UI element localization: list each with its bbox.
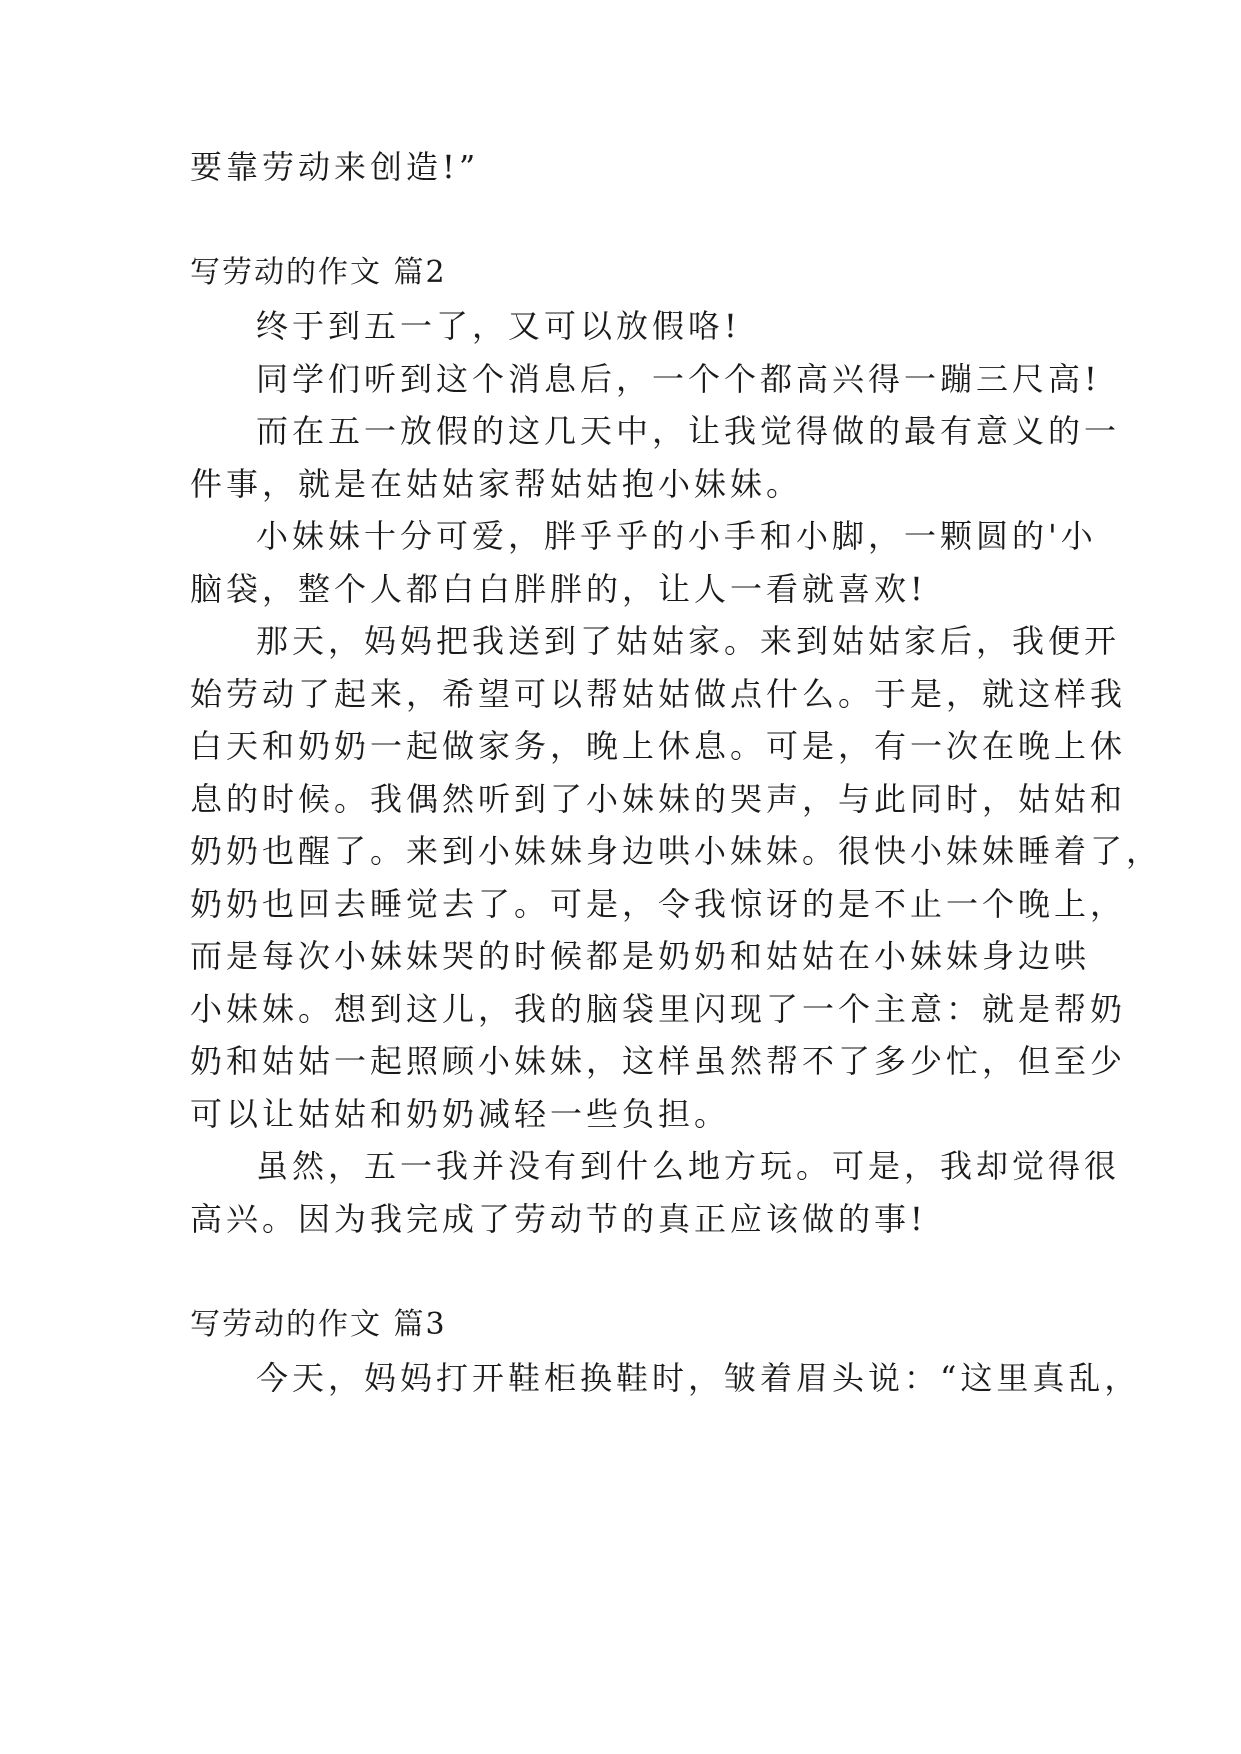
previous-essay-closing-line: 要靠劳动来创造!” xyxy=(190,148,480,186)
essay-2-paragraph-5-line-1: 那天，妈妈把我送到了姑姑家。来到姑姑家后，我便开 xyxy=(256,622,1121,660)
essay-2-paragraph-5-line-3: 白天和奶奶一起做家务，晚上休息。可是，有一次在晚上休 xyxy=(190,727,1127,765)
essay-2-paragraph-5-line-10: 可以让姑姑和奶奶减轻一些负担。 xyxy=(190,1095,731,1133)
essay-2-paragraph-3-line-1: 而在五一放假的这几天中，让我觉得做的最有意义的一 xyxy=(256,412,1121,450)
essay-2-paragraph-5-line-8: 小妹妹。想到这儿，我的脑袋里闪现了一个主意：就是帮奶 xyxy=(190,990,1127,1028)
essay-2-paragraph-5-line-7: 而是每次小妹妹哭的时候都是奶奶和姑姑在小妹妹身边哄 xyxy=(190,937,1091,975)
essay-2-paragraph-5-line-4: 息的时候。我偶然听到了小妹妹的哭声，与此同时，姑姑和 xyxy=(190,780,1127,818)
essay-2-paragraph-5-line-6: 奶奶也回去睡觉去了。可是，令我惊讶的是不止一个晚上， xyxy=(190,885,1127,923)
essay-2-paragraph-2: 同学们听到这个消息后，一个个都高兴得一蹦三尺高! xyxy=(256,360,1101,398)
essay-3-paragraph-1-line-1: 今天，妈妈打开鞋柜换鞋时，皱着眉头说：“这里真乱， xyxy=(256,1359,1141,1397)
essay-2-paragraph-5-line-5: 奶奶也醒了。来到小妹妹身边哄小妹妹。很快小妹妹睡着了， xyxy=(190,832,1163,870)
essay-2-paragraph-4-line-1: 小妹妹十分可爱，胖乎乎的小手和小脚，一颗圆的'小 xyxy=(256,517,1097,555)
essay-2-paragraph-6-line-2: 高兴。因为我完成了劳动节的真正应该做的事! xyxy=(190,1200,927,1238)
essay-2-paragraph-4-line-2: 脑袋，整个人都白白胖胖的，让人一看就喜欢! xyxy=(190,570,927,608)
essay-2-title: 写劳动的作文 篇2 xyxy=(190,255,447,290)
essay-2-paragraph-3-line-2: 件事，就是在姑姑家帮姑姑抱小妹妹。 xyxy=(190,465,803,503)
essay-2-paragraph-1: 终于到五一了，又可以放假咯! xyxy=(256,307,741,345)
essay-2-paragraph-5-line-9: 奶和姑姑一起照顾小妹妹，这样虽然帮不了多少忙，但至少 xyxy=(190,1042,1127,1080)
essay-3-title: 写劳动的作文 篇3 xyxy=(190,1307,447,1342)
essay-2-paragraph-5-line-2: 始劳动了起来，希望可以帮姑姑做点什么。于是，就这样我 xyxy=(190,675,1127,713)
essay-2-paragraph-6-line-1: 虽然，五一我并没有到什么地方玩。可是，我却觉得很 xyxy=(256,1147,1121,1185)
